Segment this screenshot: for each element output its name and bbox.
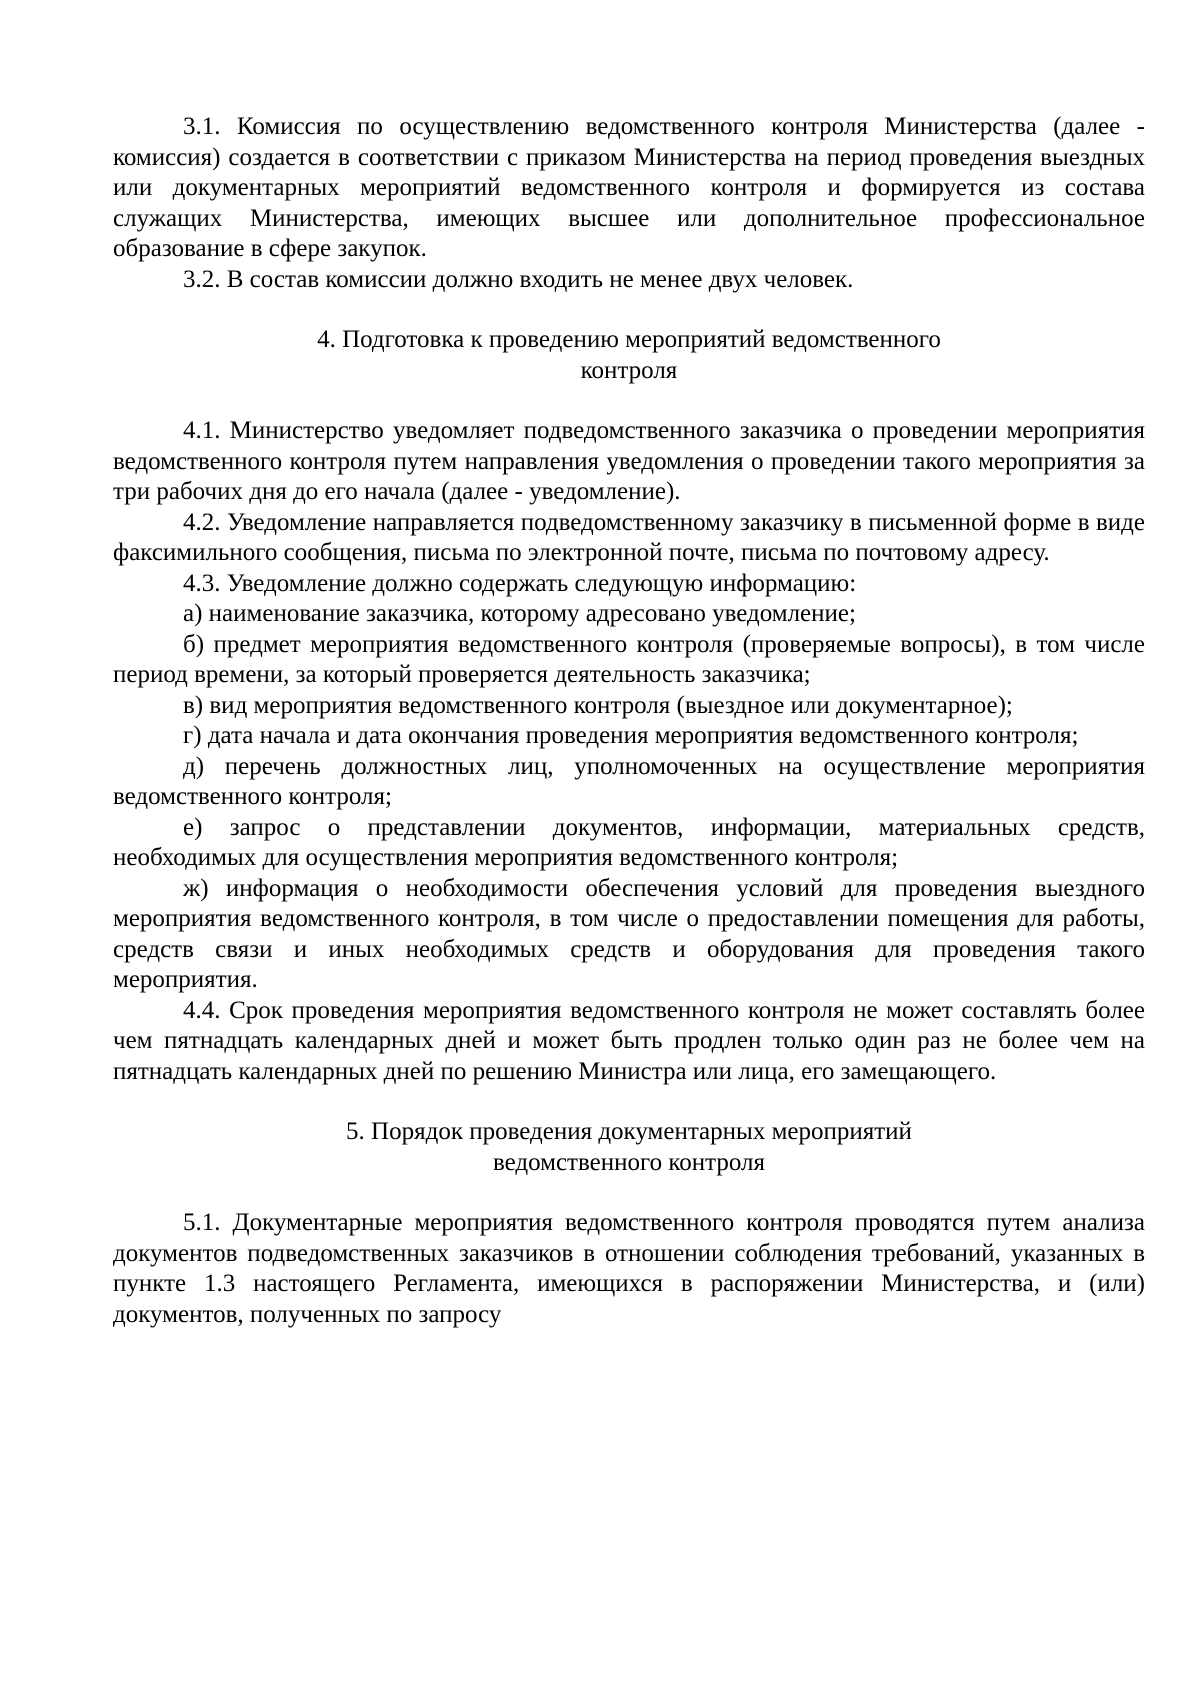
paragraph-3-2: 3.2. В состав комиссии должно входить не менее двух человек. — [183, 265, 854, 293]
paragraph-4-4: 4.4. Срок проведения мероприятия ведомственного контроля не может составлять более чем пятнадцать календарных дней и может быть продлен только один раз не более чем на пятнадцать календарных дней по решению Министра или лица, его замещающего. — [113, 996, 1145, 1085]
list-item-g: г) дата начала и дата окончания проведения мероприятия ведомственного контроля; — [183, 722, 1079, 749]
paragraph-4-3: 4.3. Уведомление должно содержать следующую информацию: — [183, 569, 857, 597]
paragraph-4-1: 4.1. Министерство уведомляет подведомственного заказчика о проведении мероприятия ведомственного контроля путем направления уведомления о проведении такого мероприятия за три рабочих дня до его начала (далее - уведомление). — [113, 417, 1145, 505]
paragraph-4-2: 4.2. Уведомление направляется подведомственному заказчику в письменной форме в виде факсимильного сообщения, письма по электронной почте, письма по почтовому адресу. — [113, 508, 1145, 566]
section-5-heading-line-1: 5. Порядок проведения документарных мероприятий — [346, 1118, 912, 1145]
paragraph-5-1: 5.1. Документарные мероприятия ведомственного контроля проводятся путем анализа документов подведомственных заказчиков в отношении соблюдения требований, указанных в пункте 1.3 настоящего Регламента, имеющихся в распоряжении Министерства, и (или) документов, полученных по запросу — [113, 1209, 1145, 1328]
list-item-e: е) запрос о представлении документов, информации, материальных средств, необходимых для осуществления мероприятия ведомственного контроля; — [113, 813, 1145, 871]
list-item-b: б) предмет мероприятия ведомственного контроля (проверяемые вопросы), в том числе период времени, за который проверяется деятельность заказчика; — [113, 630, 1145, 688]
list-item-zh: ж) информация о необходимости обеспечения условий для проведения выездного мероприятия ведомственного контроля, в том числе о предоставлении помещения для работы, средств связи и иных необходимых средств и оборудования для проведения такого мероприятия. — [113, 874, 1145, 993]
section-4-heading-line-2: контроля — [580, 356, 678, 384]
section-5-heading-line-2: ведомственного контроля — [492, 1148, 766, 1176]
section-5-heading — [113, 1117, 1145, 1178]
section-4-heading — [113, 325, 1145, 386]
section-4-heading-line-1: 4. Подготовка к проведению мероприятий ведомственного — [317, 326, 941, 353]
list-item-a: а) наименование заказчика, которому адресовано уведомление; — [183, 600, 856, 627]
list-item-d: д) перечень должностных лиц, уполномоченных на осуществление мероприятия ведомственного контроля; — [113, 752, 1145, 810]
list-item-v: в) вид мероприятия ведомственного контроля (выездное или документарное); — [183, 691, 1013, 719]
paragraph-3-1: 3.1. Комиссия по осуществлению ведомственного контроля Министерства (далее - комиссия) создается в соответствии с приказом Министерства на период проведения выездных или документарных мероприятий ведомственного контроля и формируется из состава служащих Министерства, имеющих высшее или дополнительное профессиональное образование в сфере закупок. — [113, 113, 1145, 262]
